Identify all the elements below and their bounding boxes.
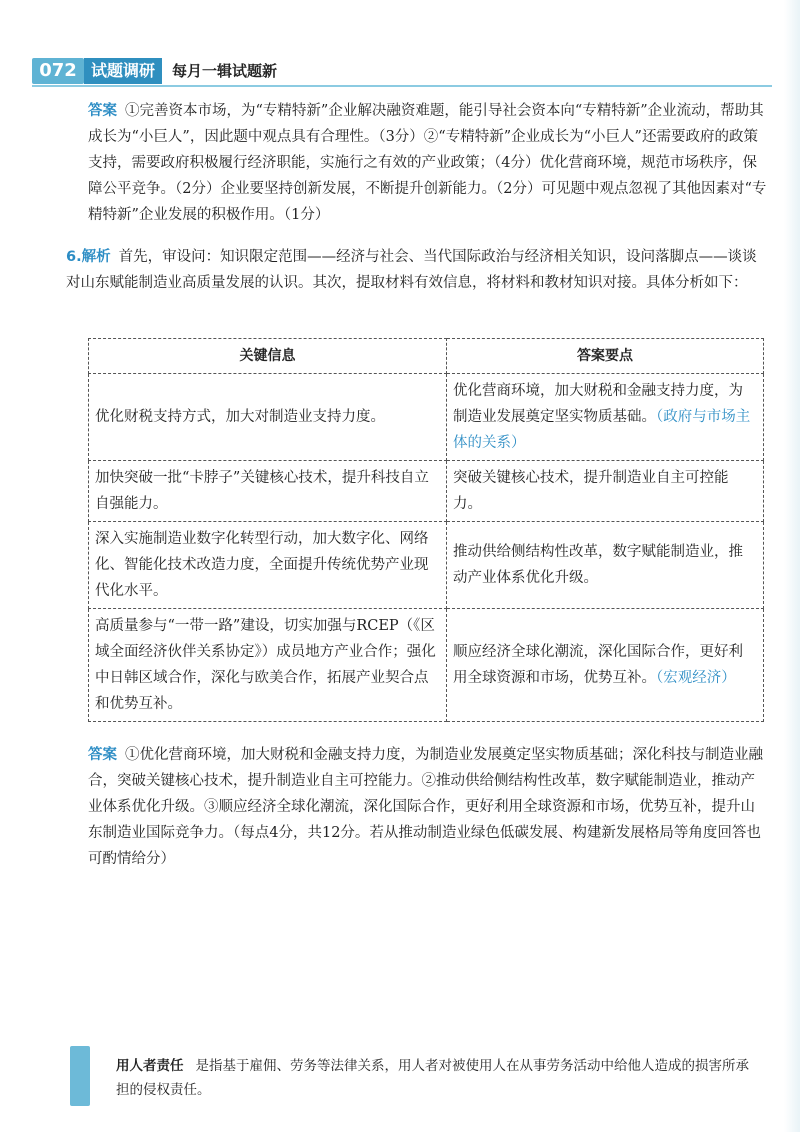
answer-block-1 <box>88 98 768 228</box>
page-edge-strip <box>784 0 800 1132</box>
table-row <box>89 609 764 722</box>
table-row <box>89 374 764 461</box>
section-tag: 试题调研 <box>84 58 162 84</box>
header-rule <box>32 85 772 87</box>
answer-text: ①完善资本市场，为“专精特新”企业解决融资难题，能引导社会资本向“专精特新”企业流动，帮助其成长为“小巨人”，因此题中观点具有合理性。（3分）②“专精特新”企业成长为“小巨人”还需要政府的政策支持，需要政府积极履行经济职能，实施行之有效的产业政策；（4分）优化营商环境，规范市场秩序，保障公平竞争。（2分）企业要坚持创新发展，不断提升创新能力。（2分）可见题中观点忽视了其他因素对“专精特新”企业发展的积极作用。（1分） <box>88 103 767 223</box>
header-tagline: 每月一辑试题新 <box>172 62 278 80</box>
table-cell-point <box>447 522 764 609</box>
answer-block-2 <box>88 742 768 872</box>
point-text: 突破关键核心技术，提升制造业自主可控能力。 <box>453 470 729 512</box>
table-cell-key: 加快突破一批“卡脖子”关键核心技术，提升科技自立自强能力。 <box>89 461 447 522</box>
glossary-term: 用人者责任 <box>116 1058 184 1074</box>
analysis-text: 首先，审设问：知识限定范围——经济与社会、当代国际政治与经济相关知识，设问落脚点——谈谈对山东赋能制造业高质量发展的认识。其次，提取材料有效信息，将材料和教材知识对接。具体分析如下： <box>66 249 757 291</box>
table-header-key: 关键信息 <box>89 339 447 374</box>
table-header-point: 答案要点 <box>447 339 764 374</box>
point-note: （宏观经济） <box>656 670 736 686</box>
table-cell-point <box>447 609 764 722</box>
table-cell-key: 高质量参与“一带一路”建设，切实加强与RCEP（《区域全面经济伙伴关系协定》）成员地方产业合作；强化中日韩区域合作，深化与欧美合作，拓展产业契合点和优势互补。 <box>89 609 447 722</box>
table-cell-point <box>447 461 764 522</box>
point-text: 优化营商环境，加大财税和金融支持力度，为制造业发展奠定坚实物质基础。 <box>453 383 743 425</box>
answer-label: 答案 <box>88 747 117 763</box>
table-cell-key: 深入实施制造业数字化转型行动，加大数字化、网络化、智能化技术改造力度，全面提升传统优势产业现代化水平。 <box>89 522 447 609</box>
question-number: 6. <box>66 249 82 265</box>
footer-side-tab <box>70 1046 90 1106</box>
answer-text: ①优化营商环境，加大财税和金融支持力度，为制造业发展奠定坚实物质基础；深化科技与制造业融合，突破关键核心技术，提升制造业自主可控能力。②推动供给侧结构性改革，数字赋能制造业，推动产业体系优化升级。③顺应经济全球化潮流，深化国际合作，更好利用全球资源和市场，优势互补，提升山东制造业国际竞争力。（每点4分，共12分。若从推动制造业绿色低碳发展、构建新发展格局等角度回答也可酌情给分） <box>88 747 763 867</box>
table-cell-point <box>447 374 764 461</box>
point-text: 推动供给侧结构性改革，数字赋能制造业，推动产业体系优化升级。 <box>453 544 743 586</box>
answer-label: 答案 <box>88 103 117 119</box>
point-note: （政府与市场主体的关系） <box>453 409 751 451</box>
table-row <box>89 461 764 522</box>
page-header <box>0 52 800 88</box>
analysis-label: 解析 <box>81 249 111 265</box>
analysis-block <box>66 244 768 296</box>
point-text: 顺应经济全球化潮流，深化国际合作，更好利用全球资源和市场，优势互补。 <box>453 644 743 686</box>
table-row <box>89 522 764 609</box>
analysis-table <box>88 338 764 722</box>
table-cell-key: 优化财税支持方式，加大对制造业支持力度。 <box>89 374 447 461</box>
footer-glossary <box>116 1054 756 1102</box>
page-number: 072 <box>32 58 84 84</box>
table-header-row <box>89 339 764 374</box>
glossary-definition: 是指基于雇佣、劳务等法律关系，用人者对被使用人在从事劳务活动中给他人造成的损害所承担的侵权责任。 <box>116 1058 749 1098</box>
